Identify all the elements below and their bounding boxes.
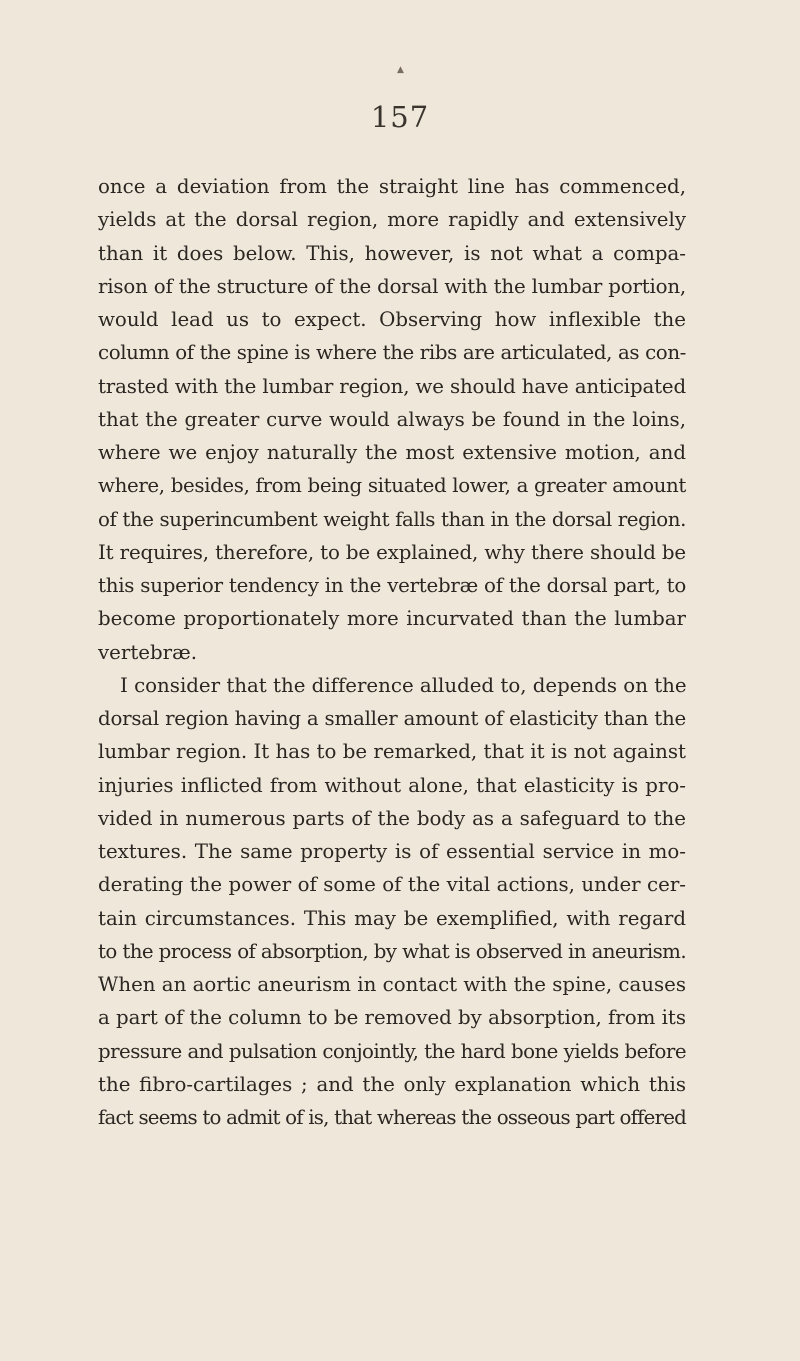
text-line: of the superincumbent weight falls than in the dorsal region.	[98, 507, 686, 531]
text-line: become proportionately more incurvated than the lumbar	[98, 607, 686, 631]
page-number: 157	[370, 100, 430, 134]
text-line: pressure and pulsation conjointly, the hard bone yields before	[98, 1039, 686, 1063]
text-line: vided in numerous parts of the body as a safeguard to the	[98, 806, 686, 830]
text-line: where we enjoy naturally the most extensive motion, and	[98, 441, 686, 464]
text-line: a part of the column to be removed by absorption, from its	[98, 1006, 686, 1030]
text-line: derating the power of some of the vital actions, under cer-	[98, 873, 686, 897]
text-line: trasted with the lumbar region, we should have anticipated	[98, 374, 686, 398]
text-line: I consider that the difference alluded to, depends on the	[120, 673, 687, 697]
text-line: would lead us to expect. Observing how inflexible the	[98, 308, 686, 331]
text-line: this superior tendency in the vertebræ of the dorsal part, to	[98, 574, 686, 597]
text-line: rison of the structure of the dorsal with the lumbar portion,	[98, 274, 686, 298]
body-text	[98, 170, 686, 1134]
text-line: fact seems to admit of is, that whereas the osseous part offered	[98, 1106, 686, 1129]
text-line: column of the spine is where the ribs are articulated, as con-	[98, 341, 686, 365]
text-line: textures. The same property is of essential service in mo-	[98, 840, 686, 863]
text-line: injuries inflicted from without alone, that elasticity is pro-	[98, 773, 686, 797]
text-line: where, besides, from being situated lower, a greater amount	[98, 474, 686, 498]
text-line: dorsal region having a smaller amount of elasticity than the	[98, 707, 686, 730]
text-line: yields at the dorsal region, more rapidly and extensively	[98, 208, 686, 232]
printer-mark: ▲	[397, 65, 404, 75]
text-line: lumbar region. It has to be remarked, that it is not against	[98, 740, 686, 764]
text-line: that the greater curve would always be found in the loins,	[98, 407, 686, 431]
text-line: vertebræ.	[98, 640, 197, 664]
text-line: the fibro-cartilages ; and the only explanation which this	[98, 1072, 686, 1096]
text-line: tain circumstances. This may be exemplified, with regard	[98, 906, 686, 930]
text-line: It requires, therefore, to be explained, why there should be	[98, 540, 686, 564]
text-line: once a deviation from the straight line has commenced,	[98, 175, 686, 198]
text-line: than it does below. This, however, is not what a compa-	[98, 241, 686, 265]
text-line: to the process of absorption, by what is observed in aneurism.	[98, 939, 686, 963]
text-line: When an aortic aneurism in contact with the spine, causes	[98, 973, 687, 996]
